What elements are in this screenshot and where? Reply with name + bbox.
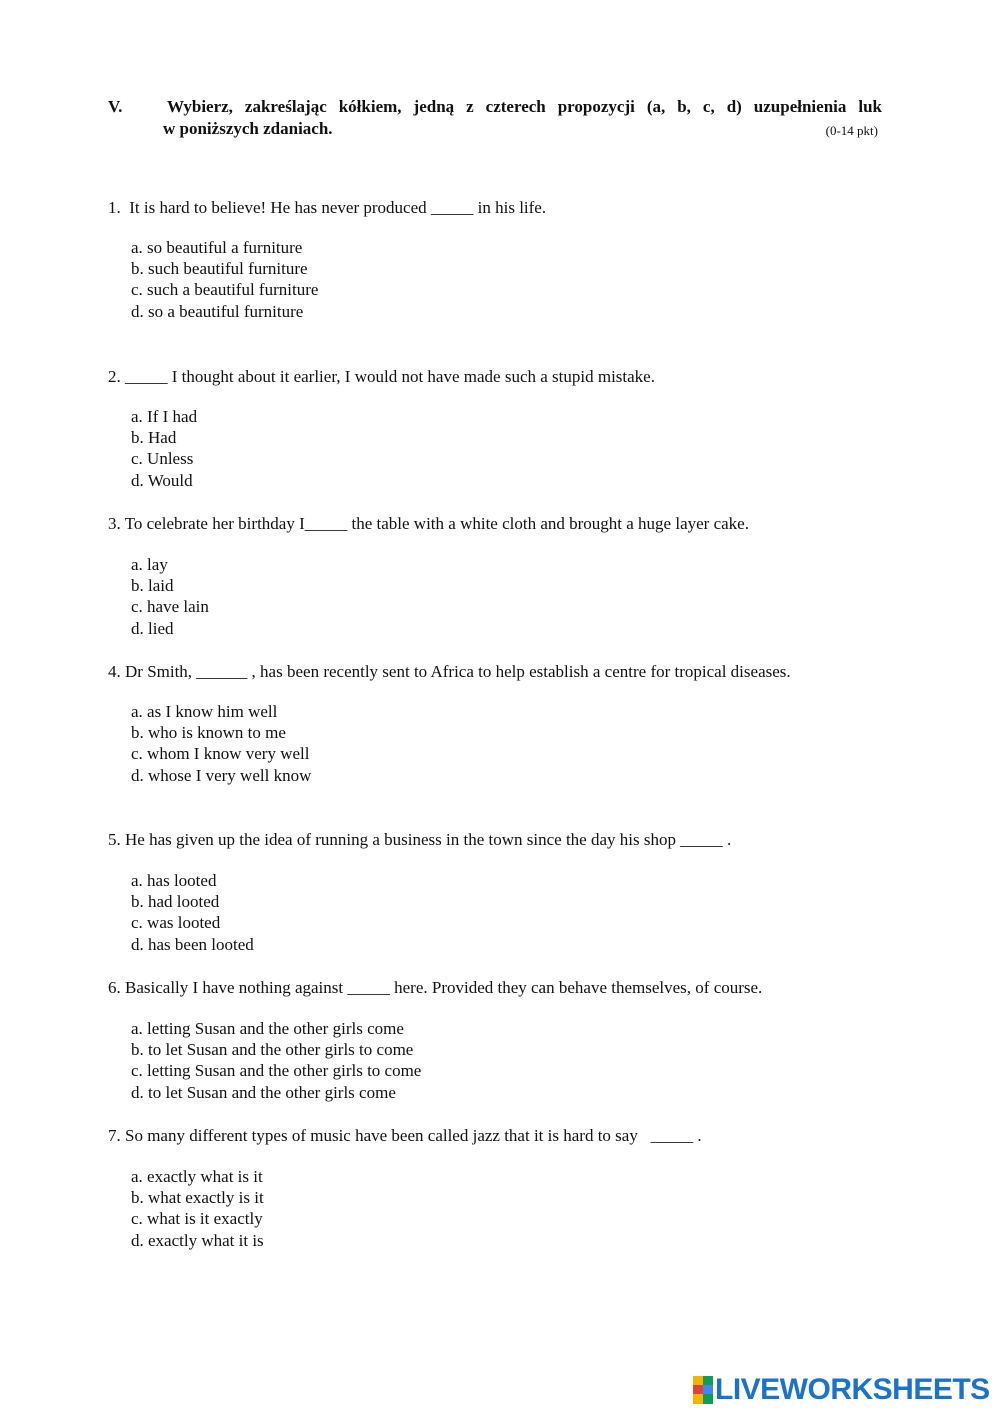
option-2d[interactable]: d. Would [131,470,193,490]
option-5a[interactable]: a. has looted [131,871,217,890]
question-2: 2. _____ I thought about it earlier, I would not have made such a stupid mistake. [108,367,655,386]
option-4c[interactable]: c. whom I know very well [131,744,310,764]
exercise-instruction-line1: Wybierz, zakreślając kółkiem, jedną z czterech propozycji (a, b, c, d) uzupełnienia luk [167,97,882,116]
question-5-options [131,870,254,955]
option-4d[interactable]: d. whose I very well know [131,765,312,785]
logo-square-icon [703,1394,713,1404]
option-6b[interactable]: b. to let Susan and the other girls to come [131,1040,414,1060]
option-3c[interactable]: c. have lain [131,597,209,617]
question-3: 3. To celebrate her birthday I_____ the table with a white cloth and brought a huge layer cake. [108,514,749,533]
option-7a[interactable]: a. exactly what is it [131,1167,263,1186]
option-1c[interactable]: c. such a beautiful furniture [131,280,319,300]
question-4: 4. Dr Smith, ______ , has been recently sent to Africa to help establish a centre for tropical diseases. [108,662,791,681]
logo-square-icon [703,1385,713,1394]
question-4-options [131,701,311,786]
question-6: 6. Basically I have nothing against _____ here. Provided they can behave themselves, of course. [108,978,763,997]
option-6c[interactable]: c. letting Susan and the other girls to come [131,1061,422,1081]
logo-square-icon [703,1376,713,1385]
option-7c[interactable]: c. what is it exactly [131,1209,263,1229]
option-3a[interactable]: a. lay [131,555,168,574]
option-2b[interactable]: b. Had [131,428,177,448]
question-2-options [131,406,197,491]
logo-mark-icon [693,1376,713,1404]
exercise-instruction-line2: w poniższych zdaniach. [163,119,333,138]
option-5c[interactable]: c. was looted [131,913,221,933]
option-7d[interactable]: d. exactly what it is [131,1230,264,1250]
option-3d[interactable]: d. lied [131,618,174,638]
option-6a[interactable]: a. letting Susan and the other girls come [131,1019,404,1038]
logo-square-icon [693,1385,703,1394]
logo-text: LIVEWORKSHEETS [715,1373,990,1406]
question-6-options [131,1018,421,1103]
option-4a[interactable]: a. as I know him well [131,702,278,721]
exercise-number: V. [108,97,123,116]
option-1b[interactable]: b. such beautiful furniture [131,259,308,279]
option-3b[interactable]: b. laid [131,576,174,596]
option-5d[interactable]: d. has been looted [131,934,254,954]
option-5b[interactable]: b. had looted [131,892,220,912]
exercise-points: (0-14 pkt) [825,123,878,138]
option-4b[interactable]: b. who is known to me [131,723,286,743]
option-6d[interactable]: d. to let Susan and the other girls come [131,1082,396,1102]
question-7-options [131,1166,264,1251]
logo-square-icon [693,1394,703,1404]
logo-square-icon [693,1376,703,1385]
question-1-options [131,237,318,322]
liveworksheets-logo [693,1374,990,1406]
option-7b[interactable]: b. what exactly is it [131,1188,264,1208]
option-2a[interactable]: a. If I had [131,407,198,426]
question-7: 7. So many different types of music have been called jazz that it is hard to say _____ . [108,1126,702,1145]
option-2c[interactable]: c. Unless [131,449,194,469]
question-1: 1. It is hard to believe! He has never produced _____ in his life. [108,198,547,217]
question-5: 5. He has given up the idea of running a business in the town since the day his shop _____ . [108,830,732,849]
option-1a[interactable]: a. so beautiful a furniture [131,238,303,257]
question-3-options [131,554,209,639]
option-1d[interactable]: d. so a beautiful furniture [131,301,304,321]
